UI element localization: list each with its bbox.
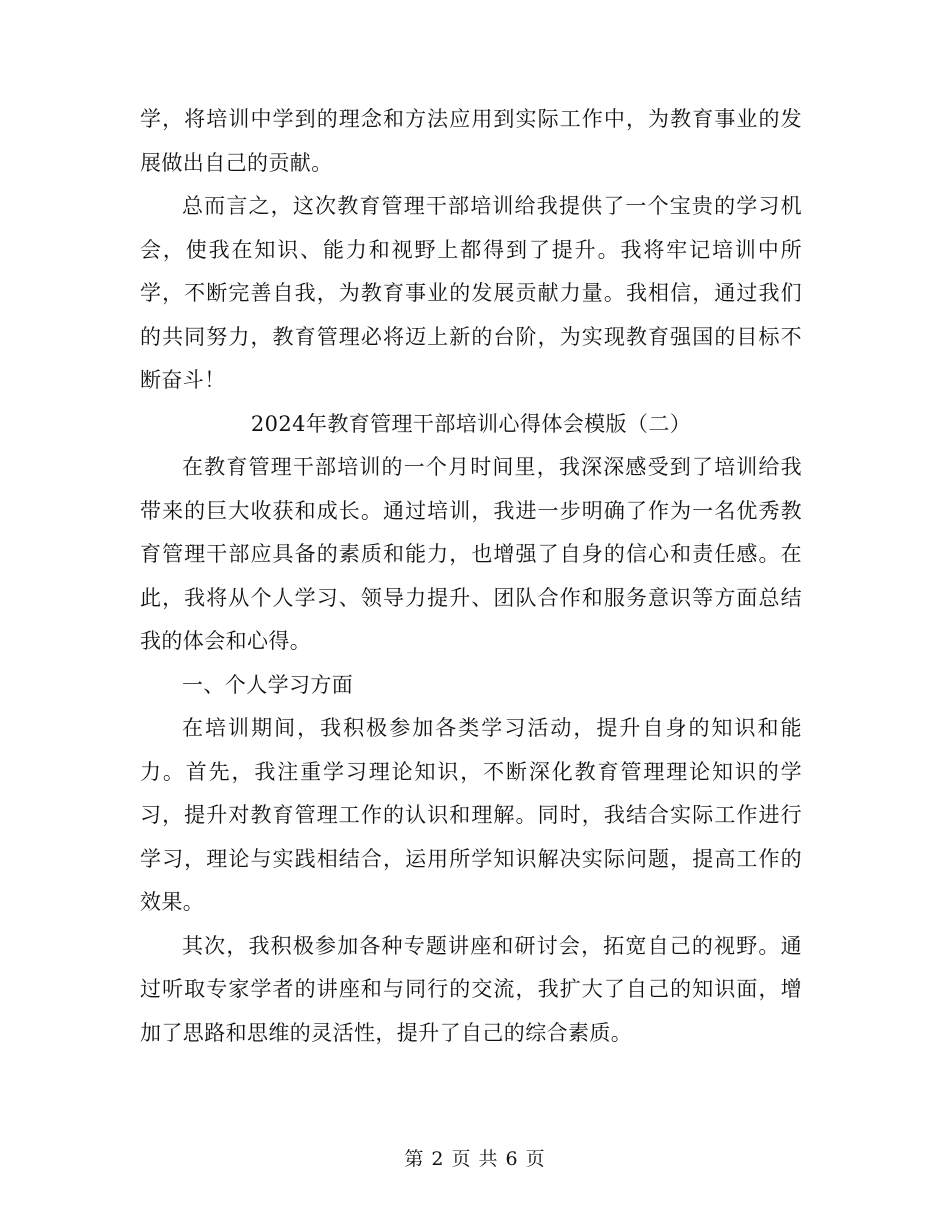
document-body bbox=[140, 98, 802, 1055]
paragraph-study-second: 其次，我积极参加各种专题讲座和研讨会，拓宽自己的视野。通过听取专家学者的讲座和与同行的交流，我扩大了自己的知识面，增加了思路和思维的灵活性，提升了自己的综合素质。 bbox=[140, 933, 802, 1045]
paragraph-continued: 学，将培训中学到的理念和方法应用到实际工作中，为教育事业的发展做出自己的贡献。 bbox=[140, 107, 802, 175]
paragraph-study-first: 在培训期间，我积极参加各类学习活动，提升自身的知识和能力。首先，我注重学习理论知识，不断深化教育管理理论知识的学习，提升对教育管理工作的认识和理解。同时，我结合实际工作进行学习，理论与实践相结合，运用所学知识解决实际问题，提高工作的效果。 bbox=[140, 716, 802, 914]
paragraph-summary: 总而言之，这次教育管理干部培训给我提供了一个宝贵的学习机会，使我在知识、能力和视野上都得到了提升。我将牢记培训中所学，不断完善自我，为教育事业的发展贡献力量。我相信，通过我们的共同努力，教育管理必将迈上新的台阶，为实现教育强国的目标不断奋斗！ bbox=[140, 194, 802, 392]
page-number-footer: 第 2 页 共 6 页 bbox=[404, 1148, 546, 1170]
section-heading-personal-study: 一、个人学习方面 bbox=[182, 672, 354, 697]
paragraph-intro: 在教育管理干部培训的一个月时间里，我深深感受到了培训给我带来的巨大收获和成长。通过培训，我进一步明确了作为一名优秀教育管理干部应具备的素质和能力，也增强了自身的信心和责任感。在此，我将从个人学习、领导力提升、团队合作和服务意识等方面总结我的体会和心得。 bbox=[140, 455, 802, 653]
document-title: 2024年教育管理干部培训心得体会模版（二） bbox=[250, 411, 692, 436]
